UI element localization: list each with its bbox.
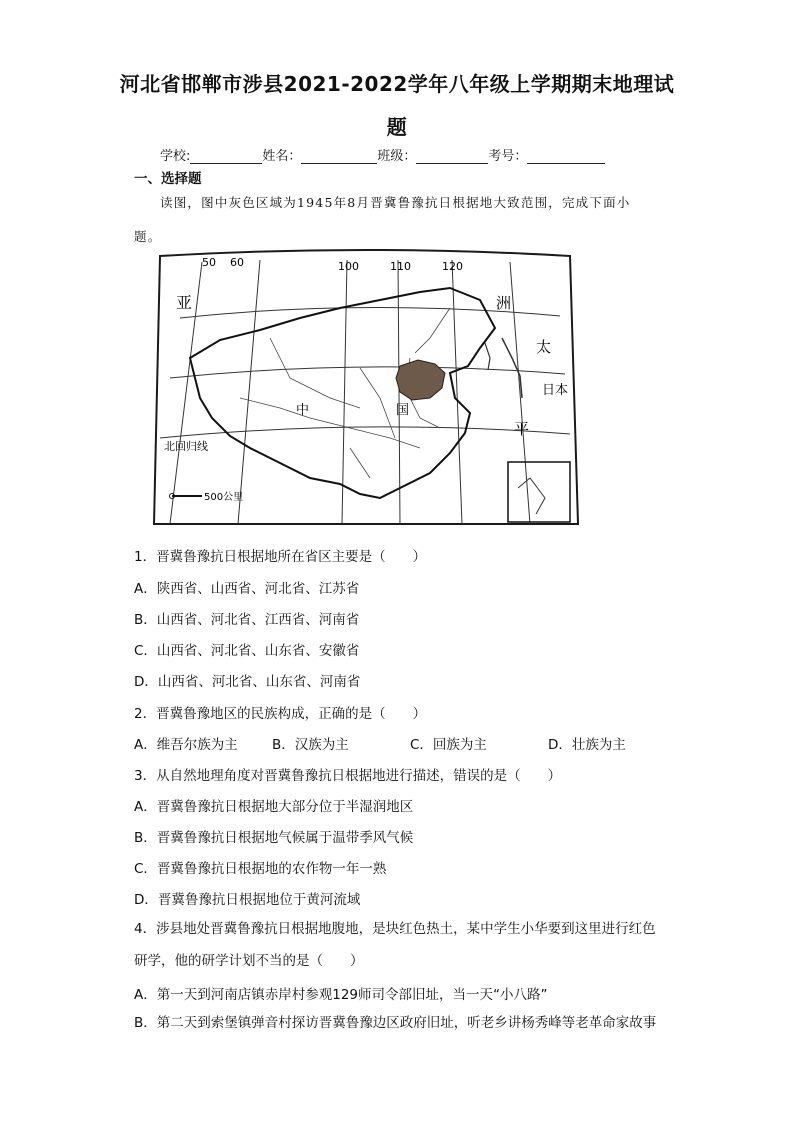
name-blank[interactable] xyxy=(301,151,377,164)
question-1-option-d[interactable]: D．山西省、河北省、山东省、河南省 xyxy=(134,674,361,690)
exam-no-blank[interactable] xyxy=(527,151,605,164)
class-blank[interactable] xyxy=(416,151,488,164)
question-1-option-c[interactable]: C．山西省、河北省、山东省、安徽省 xyxy=(134,643,360,659)
question-3-option-b[interactable]: B．晋冀鲁豫抗日根据地气候属于温带季风气候 xyxy=(134,830,414,846)
label-zhong: 中 xyxy=(296,403,310,418)
question-1-stem: 1．晋冀鲁豫抗日根据地所在省区主要是（ ） xyxy=(134,549,427,565)
question-3-option-c[interactable]: C．晋冀鲁豫抗日根据地的农作物一年一熟 xyxy=(134,861,387,877)
class-label: 班级： xyxy=(377,149,417,164)
lon-label-60: 60 xyxy=(230,256,244,269)
question-2-option-c[interactable]: C．回族为主 xyxy=(410,737,487,753)
question-3-option-d[interactable]: D．晋冀鲁豫抗日根据地位于黄河流域 xyxy=(134,892,361,908)
question-3-option-a[interactable]: A．晋冀鲁豫抗日根据地大部分位于半湿润地区 xyxy=(134,799,414,815)
label-ping: 平 xyxy=(514,420,530,438)
label-guo: 国 xyxy=(396,403,410,418)
question-2-stem: 2．晋冀鲁豫地区的民族构成，正确的是（ ） xyxy=(134,706,427,722)
name-label: 姓名： xyxy=(262,149,302,164)
question-1-option-b[interactable]: B．山西省、河北省、江西省、河南省 xyxy=(134,612,360,628)
question-2-option-a[interactable]: A．维吾尔族为主 xyxy=(134,737,238,753)
question-4-option-a[interactable]: A．第一天到河南店镇赤岸村参观129师司令部旧址，当一天“小八路” xyxy=(134,987,548,1003)
page-title: 河北省邯郸市涉县2021-2022学年八年级上学期期末地理试 xyxy=(119,72,675,96)
page-title-continued: 题 xyxy=(386,115,408,139)
label-tropic: 北回归线 xyxy=(164,440,208,453)
student-info-line xyxy=(160,145,605,164)
intro-text: 读图，图中灰色区域为1945年8月晋冀鲁豫抗日根据地大致范围，完成下面小题。 xyxy=(134,195,631,244)
question-4-stem: 4．涉县地处晋冀鲁豫抗日根据地腹地，是块红色热土，某中学生小华要到这里进行红色研学，他的研学计划不当的是（ ） xyxy=(134,921,656,969)
lon-label-100: 100 xyxy=(338,260,359,273)
lon-label-50: 50 xyxy=(202,256,216,269)
question-2-option-b[interactable]: B．汉族为主 xyxy=(272,737,349,753)
exam-no-label: 考号： xyxy=(488,149,528,164)
label-riben: 日本 xyxy=(542,383,569,398)
question-3-stem: 3．从自然地理角度对晋冀鲁豫抗日根据地进行描述，错误的是（ ） xyxy=(134,768,562,784)
section-heading: 一、选择题 xyxy=(134,171,202,187)
question-2-option-d[interactable]: D．壮族为主 xyxy=(548,737,626,753)
school-label: 学校: xyxy=(160,149,191,164)
scale-label: 500公里 xyxy=(204,492,244,503)
question-2-options xyxy=(134,733,626,753)
school-blank[interactable] xyxy=(190,151,262,164)
china-map-figure xyxy=(150,248,580,530)
lon-label-110: 110 xyxy=(390,260,411,273)
label-asia: 亚 xyxy=(176,293,193,312)
label-tai: 太 xyxy=(536,338,552,356)
question-4-option-b[interactable]: B．第二天到索堡镇弹音村探访晋冀鲁豫边区政府旧址，听老乡讲杨秀峰等老革命家故事 xyxy=(134,1015,657,1031)
lon-label-120: 120 xyxy=(442,260,463,273)
question-1-option-a[interactable]: A．陕西省、山西省、河北省、江苏省 xyxy=(134,581,360,597)
label-zhou: 洲 xyxy=(496,294,512,312)
